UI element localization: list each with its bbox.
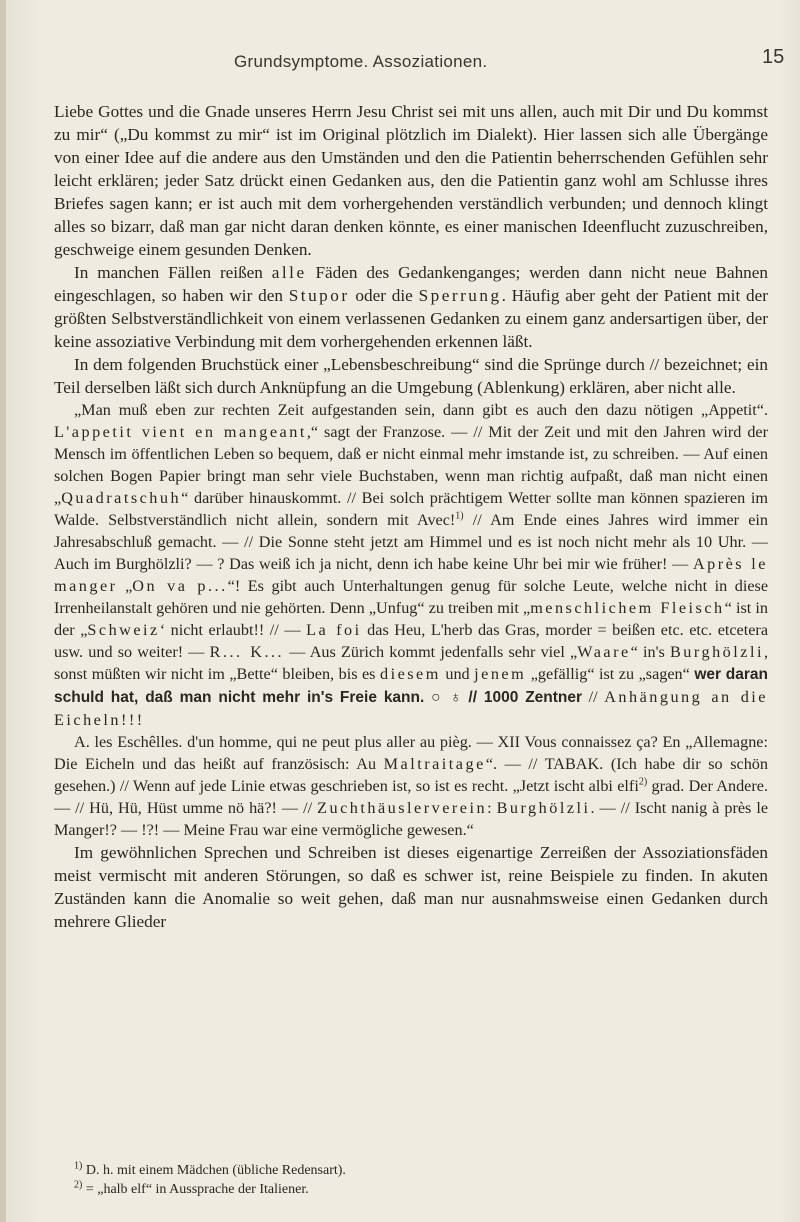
- footnote-text: D. h. mit einem Mädchen (übliche Redensart).: [82, 1163, 346, 1178]
- footnote: [54, 1180, 768, 1199]
- text-run: “ darüber hinauskommt. // Bei solch prächtigem Wetter sollte man können spazieren im Walde. Selbstverständlich nicht allein, sondern mit Avec!: [54, 489, 768, 529]
- spaced-emphasis: Après le manger: [54, 555, 768, 595]
- body-text: [54, 100, 768, 933]
- text-run: “. — // TABAK. (Ich habe dir so schön gesehen.) // Wenn auf jede Linie etwas geschrieben ist, so ist es recht. „Jetzt ischt albi elfi: [54, 755, 768, 795]
- page-edge: [0, 0, 6, 1222]
- text-run: “ ist in der „: [54, 599, 768, 639]
- footnote: [54, 1161, 768, 1180]
- text-run: In manchen Fällen reißen: [74, 263, 272, 282]
- spaced-emphasis: Waare: [577, 643, 631, 661]
- running-head: Grundsymptome. Assoziationen.: [234, 52, 488, 71]
- text-run: „Man muß eben zur rechten Zeit aufgestanden sein, dann gibt es auch den dazu nötigen „Appetit“.: [74, 401, 768, 419]
- paragraph: [54, 261, 768, 353]
- text-run: // Am Ende eines Jahres wird immer ein Jahresabschluß gemacht. — // Die Sonne steht jetzt am Himmel und es ist noch nicht mehr als 10 Uhr. — Auch im Burghölzli? — ? Das weiß ich ja nicht, denn ich habe keine Uhr bei mir wie früher! —: [54, 511, 768, 573]
- text-run: In dem folgenden Bruchstück einer „Lebensbeschreibung“ sind die Sprünge durch // bezeichnet; ein Teil derselben läßt sich durch Anknüpfung an die Umgebung (Ablenkung) erklären, aber nicht alle.: [54, 355, 768, 397]
- spaced-emphasis: Burghölzli: [670, 643, 764, 661]
- spaced-emphasis: La foi: [306, 621, 362, 639]
- footnote-mark: 2): [74, 1179, 83, 1191]
- spaced-emphasis: Burghölzli: [496, 799, 591, 817]
- text-run: — Aus Zürich kommt jedenfalls sehr viel „: [284, 643, 578, 661]
- bold-emphasis: wer daran schuld hat, daß man nicht mehr in's Freie kann. ○ ♁ // 1000 Zentner: [54, 666, 769, 706]
- paragraph: [54, 731, 768, 841]
- footnote-mark: 1): [74, 1160, 83, 1172]
- footnote-ref: 2): [638, 776, 648, 788]
- footnotes: [54, 1161, 768, 1199]
- paragraph: [54, 100, 768, 261]
- text-run: :: [487, 799, 497, 817]
- text-run: Fäden des Gedankenganges; werden dann nicht neue Bahnen eingeschlagen, so haben wir den: [54, 263, 768, 305]
- text-run: grad. Der Andere. — // Hü, Hü, Hüst umme nö hä?! — //: [54, 777, 768, 817]
- text-run: “ in's: [630, 643, 670, 661]
- text-run: „: [117, 577, 133, 595]
- spaced-emphasis: diesem: [379, 665, 441, 683]
- spaced-emphasis: Sperrung: [418, 286, 502, 305]
- text-run: „gefällig“ ist zu „sagen“: [526, 665, 695, 683]
- spaced-emphasis: Quadratschuh: [61, 489, 182, 507]
- spaced-emphasis: Anhängung an die Eicheln!!!: [54, 688, 768, 729]
- text-run: “! Es gibt auch Unterhaltungen genug für solche Leute, welche nicht in diese Irrenheilanstalt gehören und nie gehörten. Denn „Unfug“ zu treiben mit „: [54, 577, 769, 617]
- spaced-emphasis: L'appetit vient en mangeant: [54, 423, 307, 441]
- paragraph: [54, 841, 768, 933]
- footnote-ref: 1): [455, 510, 464, 522]
- spaced-emphasis: Maltraitage: [383, 755, 486, 773]
- text-run: ,“ sagt der Franzose. — // Mit der Zeit und mit den Jahren wird der Mensch im öffentlichen Leben so bequem, daß er nicht einmal mehr imstande ist, zu schreiben. — Auf einen solchen Bogen Papier bringt man sehr viele Buchstaben, wenn man richtig aufpaßt, daß man nicht einen „: [54, 423, 768, 507]
- spaced-emphasis: Schweiz: [87, 621, 160, 639]
- paragraph: [54, 399, 768, 731]
- text-run: //: [582, 688, 605, 706]
- spaced-emphasis: R... K...: [209, 643, 285, 661]
- text-run: oder die: [349, 286, 419, 305]
- text-run: , sonst müßten wir nicht im „Bette“ bleiben, bis es: [54, 643, 768, 683]
- spaced-emphasis: On va p...: [132, 577, 228, 595]
- page-header: [0, 46, 800, 78]
- page-number: 15: [762, 46, 785, 68]
- spaced-emphasis: Zuchthäuslerverein: [317, 799, 488, 817]
- paragraph: [54, 353, 768, 399]
- text-run: Im gewöhnlichen Sprechen und Schreiben ist dieses eigenartige Zerreißen der Assoziationsfäden meist vermischt mit anderen Störungen, so daß es schwer ist, reine Beispiele zu finden. In akuten Zuständen kann die Anomalie so weit gehen, daß man nur ausnahmsweise einen Gedanken durch mehrere Glieder: [54, 843, 768, 931]
- spaced-emphasis: jenem: [474, 665, 527, 683]
- spaced-emphasis: alle: [271, 263, 307, 282]
- text-run: . — // Ischt nanig à près le Manger!? — !?! — Meine Frau war eine vermögliche gewesen.“: [54, 799, 769, 839]
- text-run: . Häufig aber geht der Patient mit der größten Selbstverständlichkeit von einem verlassenen Gedanken zu einem ganz andersartigen über, der keine assoziative Verbindung mit dem vorhergehenden erkennen läßt.: [54, 286, 768, 351]
- text-run: und: [440, 665, 475, 683]
- text-run: Liebe Gottes und die Gnade unseres Herrn Jesu Christ sei mit uns allen, auch mit Dir und Du kommst zu mir“ („Du kommst zu mir“ ist im Original plötzlich im Dialekt). Hier lassen sich alle Übergänge von einer Idee auf die andere aus den Umständen und den die Patientin beherrschenden Gefühlen sehr leicht erklären; jeder Satz drückt einen Gedanken aus, den die Patientin ganz wohl am Schlusse ihres Briefes sagen kann; er ist auch mit dem vorhergehenden verständlich verbunden; und dennoch klingt alles so bizarr, daß man gar nicht daran denken könnte, es einer manischen Ideenflucht zuzuschreiben, geschweige einem gesunden Denken.: [54, 102, 768, 259]
- text-run: ‘ nicht erlaubt!! // —: [159, 621, 307, 639]
- text-run: das Heu, L'herb das Gras, morder = beißen etc. etc. etcetera usw. und so weiter! —: [54, 621, 769, 661]
- spaced-emphasis: menschlichem Fleisch: [530, 599, 725, 617]
- spaced-emphasis: Stupor: [288, 286, 350, 305]
- footnote-text: = „halb elf“ in Aussprache der Italiener.: [82, 1182, 309, 1197]
- text-run: A. les Eschêlles. d'un homme, qui ne peut plus aller au pièg. — XII Vous connaissez ça? En „Allemagne: Die Eicheln und das heißt auf französisch: Au: [54, 733, 768, 773]
